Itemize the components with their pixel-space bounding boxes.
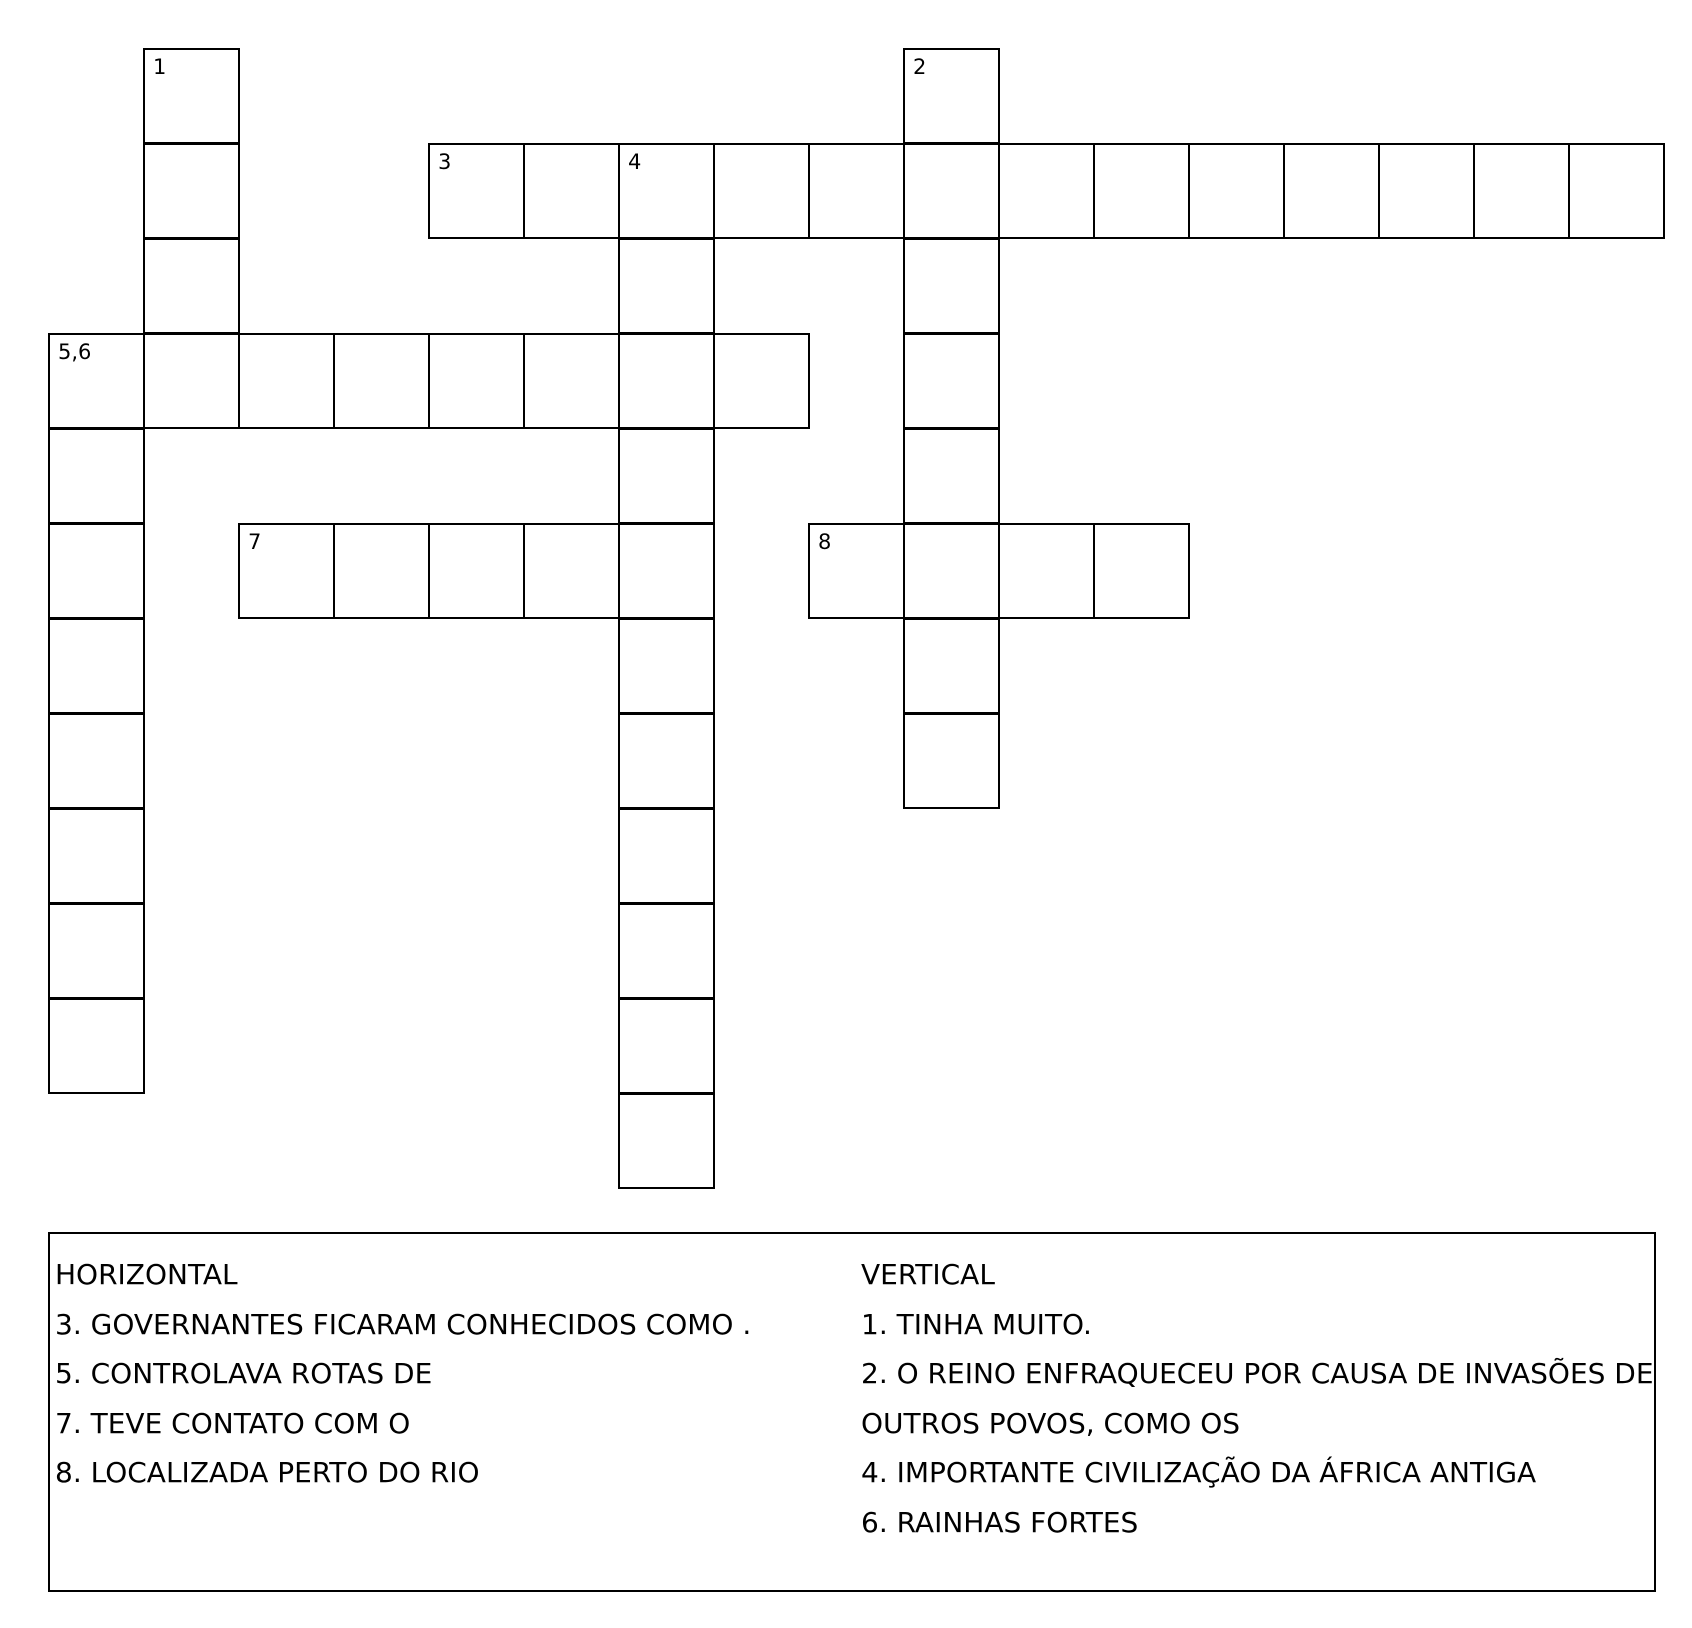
crossword-cell[interactable] <box>48 808 145 904</box>
clue-number: 4 <box>628 150 642 174</box>
crossword-cell[interactable] <box>523 523 620 619</box>
crossword-cell[interactable] <box>618 713 715 809</box>
crossword-cell[interactable] <box>1283 143 1380 239</box>
clue-number: 8 <box>818 530 832 554</box>
horizontal-clues-title: HORIZONTAL <box>55 1258 238 1291</box>
crossword-cell[interactable] <box>713 333 810 429</box>
crossword-cell[interactable] <box>903 618 1000 714</box>
crossword-cell[interactable] <box>903 333 1000 429</box>
crossword-cell[interactable] <box>143 238 240 334</box>
clue-horizontal-5: 5. CONTROLAVA ROTAS DE <box>55 1357 433 1390</box>
crossword-cell[interactable] <box>618 808 715 904</box>
crossword-cell[interactable] <box>143 333 240 429</box>
crossword-cell[interactable] <box>618 428 715 524</box>
vertical-clues <box>861 1250 1654 1547</box>
crossword-cell[interactable] <box>333 523 430 619</box>
crossword-cell[interactable] <box>523 143 620 239</box>
crossword-cell[interactable] <box>618 523 715 619</box>
crossword-cell[interactable] <box>428 333 525 429</box>
clues-panel <box>48 1232 1656 1592</box>
clue-number: 3 <box>438 150 452 174</box>
crossword-cell[interactable] <box>808 523 905 619</box>
vertical-clues-title: VERTICAL <box>861 1258 995 1291</box>
crossword-cell[interactable] <box>998 523 1095 619</box>
crossword-cell[interactable] <box>618 998 715 1094</box>
crossword-cell[interactable] <box>618 903 715 999</box>
crossword-cell[interactable] <box>903 523 1000 619</box>
crossword-cell[interactable] <box>48 333 145 429</box>
crossword-cell[interactable] <box>618 238 715 334</box>
crossword-cell[interactable] <box>903 238 1000 334</box>
crossword-cell[interactable] <box>903 428 1000 524</box>
crossword-cell[interactable] <box>1188 143 1285 239</box>
clue-vertical-4: 4. IMPORTANTE CIVILIZAÇÃO DA ÁFRICA ANTIGA <box>861 1456 1537 1489</box>
crossword-cell[interactable] <box>48 618 145 714</box>
clue-vertical-2: 2. O REINO ENFRAQUECEU POR CAUSA DE INVASÕES DE <box>861 1357 1654 1390</box>
crossword-cell[interactable] <box>1378 143 1475 239</box>
clue-number: 7 <box>248 530 262 554</box>
crossword-cell[interactable] <box>48 903 145 999</box>
crossword-cell[interactable] <box>143 143 240 239</box>
crossword-cell[interactable] <box>333 333 430 429</box>
crossword-cell[interactable] <box>48 523 145 619</box>
crossword-cell[interactable] <box>428 143 525 239</box>
crossword-cell[interactable] <box>1093 143 1190 239</box>
clue-vertical-6: 6. RAINHAS FORTES <box>861 1505 1139 1539</box>
crossword-cell[interactable] <box>1093 523 1190 619</box>
clue-vertical-1: 1. TINHA MUITO. <box>861 1307 1092 1341</box>
crossword-cell[interactable] <box>618 618 715 714</box>
clue-horizontal-7: 7. TEVE CONTATO COM O <box>55 1406 411 1440</box>
crossword-cell[interactable] <box>48 428 145 524</box>
crossword-cell[interactable] <box>48 998 145 1094</box>
crossword-cell[interactable] <box>238 523 335 619</box>
clue-horizontal-8: 8. LOCALIZADA PERTO DO RIO <box>55 1456 480 1489</box>
clue-number: 1 <box>153 55 167 79</box>
crossword-cell[interactable] <box>618 333 715 429</box>
crossword-cell[interactable] <box>1568 143 1665 239</box>
crossword-cell[interactable] <box>428 523 525 619</box>
crossword-cell[interactable] <box>903 48 1000 144</box>
crossword-cell[interactable] <box>1473 143 1570 239</box>
clue-number: 2 <box>913 55 927 79</box>
crossword-cell[interactable] <box>903 713 1000 809</box>
crossword-cell[interactable] <box>713 143 810 239</box>
crossword-cell[interactable] <box>903 143 1000 239</box>
horizontal-clues <box>55 1250 751 1498</box>
clue-horizontal-3: 3. GOVERNANTES FICARAM CONHECIDOS COMO . <box>55 1307 752 1341</box>
crossword-cell[interactable] <box>998 143 1095 239</box>
crossword-cell[interactable] <box>808 143 905 239</box>
crossword-cell[interactable] <box>523 333 620 429</box>
crossword-cell[interactable] <box>618 143 715 239</box>
crossword-cell[interactable] <box>238 333 335 429</box>
crossword-cell[interactable] <box>48 713 145 809</box>
crossword-cell[interactable] <box>143 48 240 144</box>
clue-vertical-2-continued: OUTROS POVOS, COMO OS <box>861 1406 1241 1440</box>
crossword-cell[interactable] <box>618 1093 715 1189</box>
clue-number: 5,6 <box>58 340 92 364</box>
